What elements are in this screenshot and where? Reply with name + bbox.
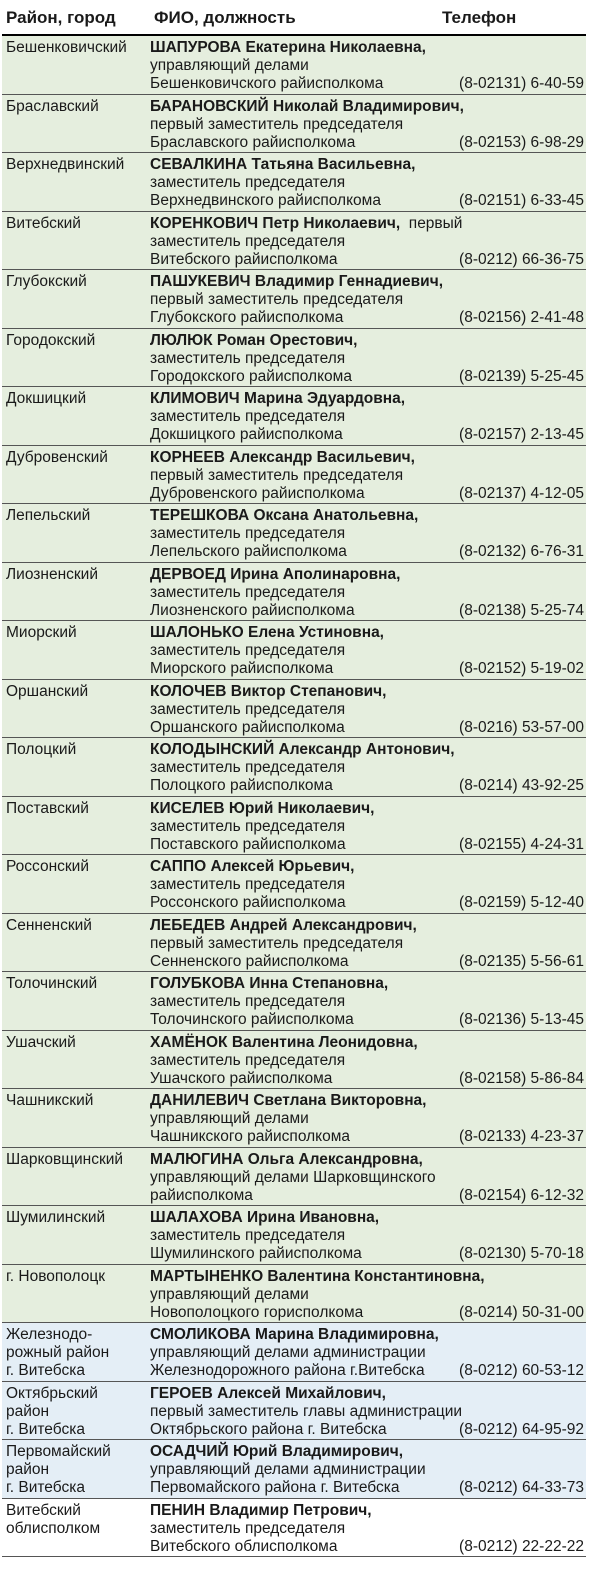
district-cell: Городокский [6,331,96,349]
district-cell: Докшицкий [6,390,87,407]
person-name-line [150,1092,590,1110]
table-row [2,1089,586,1148]
person-name: ШАПУРОВА Екатерина Николаевна, [150,39,426,56]
table-row [2,387,586,446]
table-row [2,1031,586,1090]
phone-number: (8-02155) 4-24-31 [459,835,584,853]
position-line: заместитель председателя [150,993,346,1010]
position-line: первый заместитель главы администрации [150,1402,463,1420]
person-name: ПЕНИН Владимир Петрович, [150,1501,372,1519]
table-row [2,153,586,212]
district-cell: Глубокский [6,273,87,290]
person-name: МАЛЮГИНА Ольга Александровна, [150,1150,423,1168]
district-cell: Дубровенский [6,448,108,466]
position-line: заместитель председателя [150,583,346,601]
header-phone: Телефон [442,8,517,27]
position-line: заместитель председателя [150,700,346,718]
header-district: Район, город [6,8,116,27]
table-row [2,504,586,563]
position-line: заместитель председателя [150,408,346,425]
position-line: управляющий делами администрации [150,1461,426,1478]
phone-number: (8-02135) 5-56-61 [459,952,584,970]
district-cell: Миорский [6,624,77,641]
person-name-line [150,683,590,701]
organization-line: Витебского облисполкома [150,1537,338,1555]
phone-number: (8-02151) 6-33-45 [459,192,584,209]
table-row [2,855,586,914]
person-name-line [150,1268,590,1286]
position-line: заместитель председателя [150,232,346,250]
organization-line: Полоцкого райисполкома [150,777,333,794]
position-start: первый [408,214,463,232]
position-line: заместитель председателя [150,174,346,191]
position-line: заместитель председателя [150,642,346,659]
table-row [2,1206,586,1265]
position-line: заместитель председателя [150,1519,346,1537]
organization-line: райисполкома [150,1186,253,1204]
table-row [2,1148,586,1207]
person-name: КИСЕЛЕВ Юрий Николаевич, [150,799,375,817]
table-row [2,1382,586,1441]
contacts-table [2,4,586,1557]
person-name: ЛЕБЕДЕВ Андрей Александрович, [150,916,417,934]
position-line: заместитель председателя [150,817,346,835]
table-row [2,212,586,271]
district-cell: Шарковщинский [6,1150,124,1168]
organization-line: Глубокского райисполкома [150,309,344,326]
person-name: КОЛОЧЕВ Виктор Степанович, [150,682,387,700]
person-name: ЛЮЛЮК Роман Орестович, [150,331,358,349]
table-row [2,680,586,739]
table-row [2,446,586,505]
position-line: заместитель председателя [150,525,346,542]
district-cell: Браславский [6,97,99,115]
person-name-line [150,566,590,584]
person-name-line [150,1034,590,1052]
organization-line: Лепельского райисполкома [150,543,347,560]
organization-line: Октябрьского района г. Витебска [150,1420,387,1438]
person-name: ДАНИЛЕВИЧ Светлана Викторовна, [150,1092,427,1109]
person-name: ПАШУКЕВИЧ Владимир Геннадиевич, [150,273,443,290]
table-row [2,1265,586,1324]
district-cell: Чашникский [6,1092,94,1109]
phone-number: (8-0214) 50-31-00 [459,1303,584,1321]
district-cell: Полоцкий [6,741,77,758]
person-name: СЕВАЛКИНА Татьяна Васильевна, [150,156,416,173]
person-name: ОСАДЧИЙ Юрий Владимирович, [150,1443,404,1460]
phone-number: (8-02136) 5-13-45 [459,1011,584,1028]
phone-number: (8-02158) 5-86-84 [459,1069,584,1087]
position-line: первый заместитель председателя [150,934,404,952]
district-cell: Витебский [6,214,81,232]
person-name-line [150,98,590,116]
phone-number: (8-02157) 2-13-45 [459,426,584,443]
person-name-line [150,975,590,993]
person-name-line [150,507,590,525]
person-name: КОЛОДЫНСКИЙ Александр Антонович, [150,741,455,758]
person-name: САППО Алексей Юрьевич, [150,858,355,875]
table-body [2,36,586,1557]
organization-line: Чашникского райисполкома [150,1128,351,1145]
organization-line: Дубровенского райисполкома [150,484,365,502]
district-cell: Октябрьский район г. Витебска [6,1384,98,1438]
phone-number: (8-02132) 6-76-31 [459,543,584,560]
table-row [2,329,586,388]
person-name-line [150,1151,590,1169]
phone-number: (8-0212) 64-33-73 [459,1479,584,1496]
district-cell: Лепельский [6,507,91,524]
organization-line: Оршанского райисполкома [150,718,345,736]
district-cell: Россонский [6,858,89,875]
person-name-line [150,332,590,350]
person-name-line [150,741,590,759]
district-cell: Первомайский район г. Витебска [6,1443,111,1496]
table-row [2,270,586,329]
organization-line: Шумилинского райисполкома [150,1245,362,1262]
phone-number: (8-0212) 22-22-22 [459,1537,584,1555]
district-cell: Лиозненский [6,565,98,583]
person-name-line [150,624,590,642]
position-line: первый заместитель председателя [150,115,404,133]
organization-line: Бешенковичского райисполкома [150,75,384,92]
table-row [2,972,586,1031]
phone-number: (8-02131) 6-40-59 [459,75,584,92]
organization-line: Ушачского райисполкома [150,1069,333,1087]
organization-line: Сенненского райисполкома [150,952,349,970]
district-cell: Сенненский [6,916,92,934]
person-name-line [150,215,590,233]
position-line: заместитель председателя [150,876,346,893]
table-header [2,4,586,36]
person-name: ШАЛОНЬКО Елена Устиновна, [150,624,384,641]
table-row [2,914,586,973]
phone-number: (8-0216) 53-57-00 [459,718,584,736]
district-cell: Толочинский [6,975,98,992]
person-name: ГЕРОЕВ Алексей Михайлович, [150,1384,386,1402]
person-name: БАРАНОВСКИЙ Николай Владимирович, [150,97,464,115]
position-line: первый заместитель председателя [150,466,404,484]
organization-line: Железнодорожного района г.Витебска [150,1362,425,1379]
organization-line: Поставского райисполкома [150,835,346,853]
district-cell: Бешенковичский [6,39,127,56]
table-row [2,738,586,797]
person-name: ТЕРЕШКОВА Оксана Анатольевна, [150,507,419,524]
person-name-line [150,1385,590,1403]
district-cell: Верхнедвинский [6,156,125,173]
organization-line: Россонского райисполкома [150,894,346,911]
person-name: ГОЛУБКОВА Инна Степановна, [150,975,389,992]
person-name-line [150,1502,590,1520]
position-line: управляющий делами [150,57,309,74]
person-name: КЛИМОВИЧ Марина Эдуардовна, [150,390,406,407]
table-row [2,1440,586,1499]
organization-line: Городокского райисполкома [150,367,352,385]
organization-line: Верхнедвинского райисполкома [150,192,381,209]
person-name-line [150,1326,590,1344]
table-row [2,36,586,95]
person-name: МАРТЫНЕНКО Валентина Константиновна, [150,1267,485,1285]
table-row [2,95,586,154]
table-row [2,563,586,622]
person-name-line [150,449,590,467]
organization-line: Лиозненского райисполкома [150,601,355,619]
person-name-line [150,800,590,818]
person-name: КОРНЕЕВ Александр Васильевич, [150,448,415,466]
phone-number: (8-02137) 4-12-05 [459,484,584,502]
position-line: управляющий делами [150,1110,309,1127]
header-fio: ФИО, должность [154,8,296,27]
phone-number: (8-02154) 6-12-32 [459,1186,584,1204]
phone-number: (8-0212) 64-95-92 [459,1420,584,1438]
organization-line: Первомайского района г. Витебска [150,1479,400,1496]
table-row [2,621,586,680]
position-line: управляющий делами [150,1285,309,1303]
person-name: ХАМЁНОК Валентина Леонидовна, [150,1033,418,1051]
phone-number: (8-02159) 5-12-40 [459,894,584,911]
position-line: управляющий делами Шарковщинского [150,1168,436,1186]
phone-number: (8-02130) 5-70-18 [459,1245,584,1262]
person-name: ДЕРВОЕД Ирина Аполинаровна, [150,565,401,583]
person-name-line [150,156,590,174]
phone-number: (8-02156) 2-41-48 [459,309,584,326]
phone-number: (8-0212) 60-53-12 [459,1362,584,1379]
table-row [2,797,586,856]
person-name-line [150,858,590,876]
person-name-line [150,390,590,408]
district-cell: Ушачский [6,1033,76,1051]
phone-number: (8-02153) 6-98-29 [459,133,584,151]
position-line: управляющий делами администрации [150,1344,426,1361]
table-row [2,1499,586,1558]
position-line: заместитель председателя [150,1227,346,1244]
organization-line: Докшицкого райисполкома [150,426,343,443]
phone-number: (8-0212) 66-36-75 [459,250,584,268]
district-cell: Железнодо- рожный район г. Витебска [6,1326,110,1379]
phone-number: (8-02138) 5-25-74 [459,601,584,619]
person-name-line [150,1209,590,1227]
organization-line: Миорского райисполкома [150,660,334,677]
district-cell: Шумилинский [6,1209,106,1226]
district-cell: Витебский облисполком [6,1501,101,1537]
organization-line: Новополоцкого горисполкома [150,1303,364,1321]
organization-line: Браславского райисполкома [150,133,356,151]
phone-number: (8-02152) 5-19-02 [459,660,584,677]
table-row [2,1323,586,1382]
person-name: СМОЛИКОВА Марина Владимировна, [150,1326,439,1343]
district-cell: Поставский [6,799,89,817]
person-name-line [150,1443,590,1461]
position-line: заместитель председателя [150,1051,346,1069]
organization-line: Толочинского райисполкома [150,1011,354,1028]
position-line: первый заместитель председателя [150,291,404,308]
person-name: КОРЕНКОВИЧ Петр Николаевич, [150,214,401,232]
person-name-line [150,39,590,57]
person-name-line [150,917,590,935]
person-name-line [150,273,590,291]
phone-number: (8-0214) 43-92-25 [459,777,584,794]
district-cell: г. Новополоцк [6,1267,106,1285]
phone-number: (8-02133) 4-23-37 [459,1128,584,1145]
person-name: ШАЛАХОВА Ирина Ивановна, [150,1209,380,1226]
organization-line: Витебского райисполкома [150,250,338,268]
district-cell: Оршанский [6,682,89,700]
phone-number: (8-02139) 5-25-45 [459,367,584,385]
position-line: заместитель председателя [150,349,346,367]
position-line: заместитель председателя [150,759,346,776]
